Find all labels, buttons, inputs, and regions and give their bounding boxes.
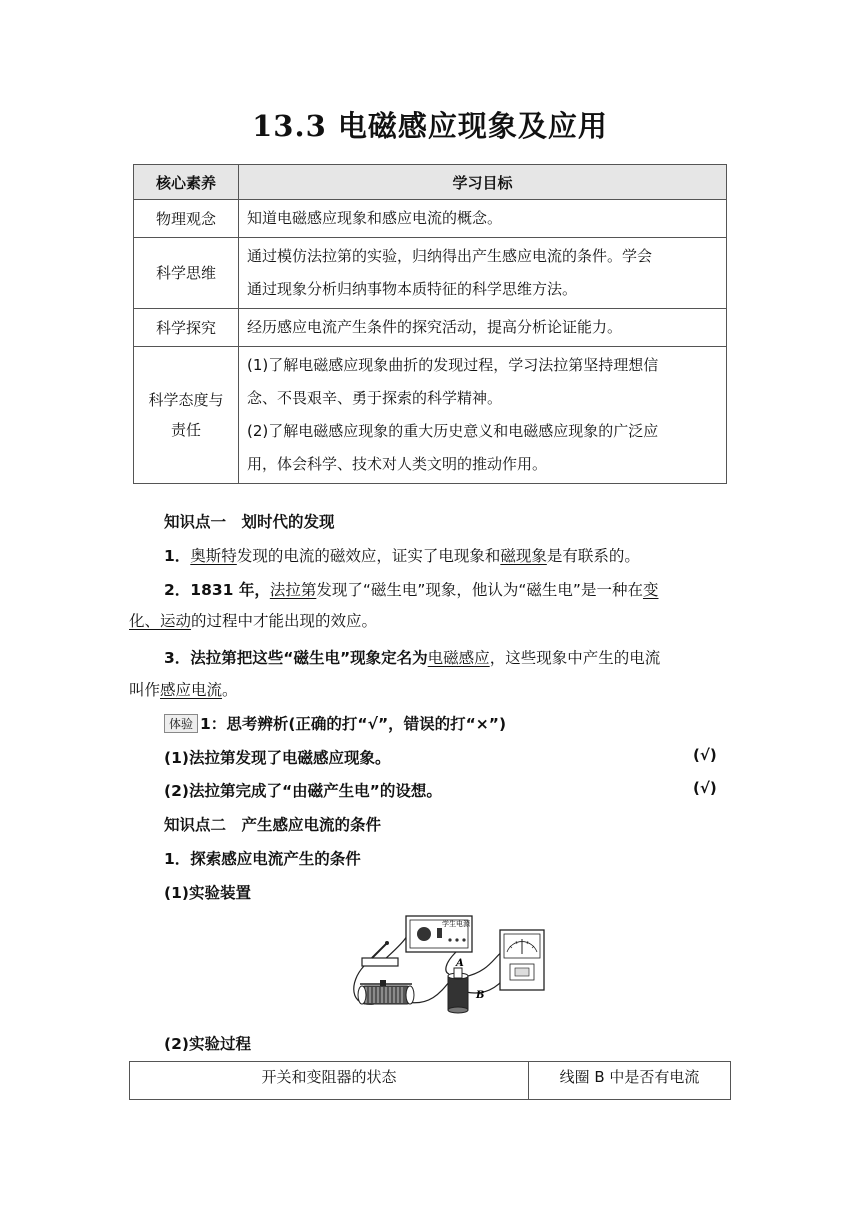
quiz-title: 思考辨析 xyxy=(226,715,289,733)
answer-blank: 法拉第 xyxy=(269,581,317,599)
process-header-state: 开关和变阻器的状态 xyxy=(130,1062,529,1100)
objective-line: (1)了解电磁感应现象曲折的发现过程，学习法拉第坚持理想信 xyxy=(247,356,659,374)
section1-heading: 知识点一 划时代的发现 xyxy=(164,513,335,531)
p2-text: 的过程中才能出现的效应。 xyxy=(191,612,378,630)
category-line: 责任 xyxy=(170,421,201,439)
objective-line: 通过模仿法拉第的实验，归纳得出产生感应电流的条件。学会 xyxy=(247,247,653,265)
goals-objective xyxy=(239,200,727,238)
goals-table xyxy=(133,164,727,484)
answer-blank: 化、运动 xyxy=(129,612,192,630)
answer-blank: 奥斯特 xyxy=(190,547,237,565)
goals-category: 物理观念 xyxy=(134,200,239,238)
subheading-explore: 1．探索感应电流产生的条件 xyxy=(164,850,361,868)
table-row xyxy=(134,238,727,309)
table-row xyxy=(130,1062,731,1100)
table-row xyxy=(134,347,727,484)
paragraph-3 xyxy=(164,646,660,668)
goals-category xyxy=(134,347,239,484)
objective-line: (2)了解电磁感应现象的重大历史意义和电磁感应现象的广泛应 xyxy=(247,422,659,440)
objective-line: 用，体会科学、技术对人类文明的推动作用。 xyxy=(247,455,548,473)
subheading-apparatus: (1)实验装置 xyxy=(164,884,251,902)
answer-blank: 感应电流 xyxy=(160,681,223,699)
p1-number: 1． xyxy=(164,547,191,565)
paragraph-2-cont xyxy=(129,609,377,631)
process-header-current: 线圈 B 中是否有电流 xyxy=(529,1062,731,1100)
table-row xyxy=(134,309,727,347)
goals-header-category: 核心素养 xyxy=(134,165,239,200)
paragraph-1 xyxy=(164,544,640,566)
quiz-item-2: (2)法拉第完成了“由磁产生电”的设想。 xyxy=(164,782,442,800)
category-line: 科学态度与 xyxy=(148,391,224,409)
p3-text: 3．法拉第把这些“磁生电”现象定名为 xyxy=(164,649,428,667)
page-title: 13.3 电磁感应现象及应用 xyxy=(252,109,608,143)
quiz-heading xyxy=(164,712,506,734)
goals-category: 科学探究 xyxy=(134,309,239,347)
experiment-apparatus-figure xyxy=(344,912,550,1016)
table-row xyxy=(134,200,727,238)
answer-blank: 电磁感应 xyxy=(427,649,490,667)
paragraph-3-cont xyxy=(129,678,238,700)
goals-header-objective: 学习目标 xyxy=(239,165,727,200)
p3-text: 。 xyxy=(222,681,238,699)
answer-blank: 磁现象 xyxy=(500,547,547,565)
p2-text: 发现了“磁生电”现象，他认为“磁生电”是一种在 xyxy=(316,581,643,599)
quiz-instruction: (正确的打“√”，错误的打“×”) xyxy=(288,715,507,733)
subheading-process: (2)实验过程 xyxy=(164,1035,251,1053)
goals-category: 科学思维 xyxy=(134,238,239,309)
objective-line: 念、不畏艰辛、勇于探索的科学精神。 xyxy=(247,389,503,407)
answer-blank: 变 xyxy=(642,581,659,599)
quiz-answer-1: (√) xyxy=(693,746,717,764)
goals-objective xyxy=(239,309,727,347)
objective-line: 通过现象分析归纳事物本质特征的科学思维方法。 xyxy=(247,280,578,298)
p3-text: ，这些现象中产生的电流 xyxy=(489,649,661,667)
quiz-number: 1： xyxy=(200,715,227,733)
quiz-item-1: (1)法拉第发现了电磁感应现象。 xyxy=(164,749,391,767)
process-table xyxy=(129,1061,731,1100)
objective-line: 知道电磁感应现象和感应电流的概念。 xyxy=(247,209,503,227)
p1-text: 是有联系的。 xyxy=(546,547,640,565)
quiz-answer-2: (√) xyxy=(693,779,717,797)
objective-line: 经历感应电流产生条件的探究活动，提高分析论证能力。 xyxy=(247,318,623,336)
paragraph-2 xyxy=(164,578,658,600)
experience-badge: 体验 xyxy=(164,714,198,733)
goals-objective xyxy=(239,347,727,484)
p1-text: 发现的电流的磁效应，证实了电现象和 xyxy=(236,547,501,565)
p2-number: 2．1831 年， xyxy=(164,581,270,599)
power-supply-label: 学生电源 xyxy=(442,920,470,928)
p3-text: 叫作 xyxy=(129,681,161,699)
section2-heading: 知识点二 产生感应电流的条件 xyxy=(164,816,382,834)
coil-a-label: A xyxy=(456,958,464,969)
goals-objective xyxy=(239,238,727,309)
coil-b-label: B xyxy=(476,990,485,1001)
